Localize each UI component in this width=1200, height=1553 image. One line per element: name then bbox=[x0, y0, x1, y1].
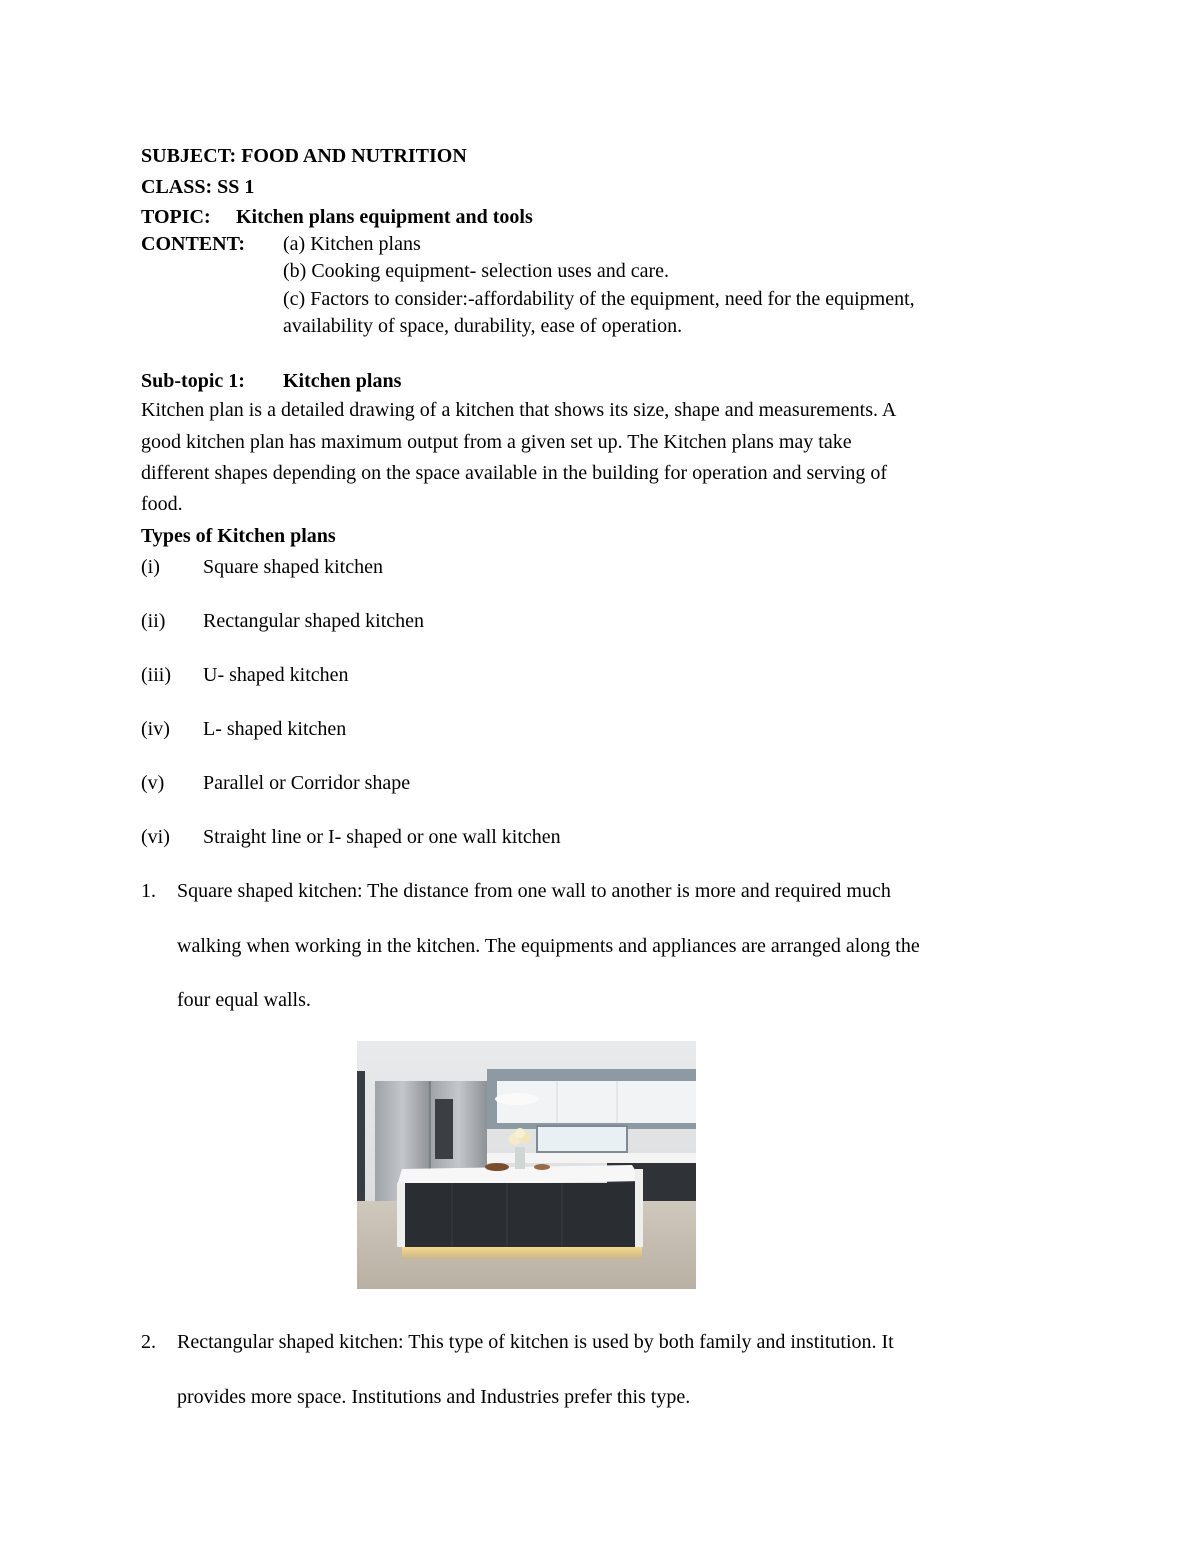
list-item-number: (iii) bbox=[141, 664, 171, 686]
list-item-number: (iv) bbox=[141, 718, 170, 740]
description-number: 1. bbox=[141, 880, 156, 902]
description-line: provides more space. Institutions and Industries prefer this type. bbox=[177, 1386, 691, 1408]
description-line: walking when working in the kitchen. The equipments and appliances are arranged along the bbox=[177, 935, 920, 957]
list-item-number: (i) bbox=[141, 556, 160, 578]
content-item-a: (a) Kitchen plans bbox=[283, 233, 421, 255]
content-item-c: (c) Factors to consider:-affordability of the equipment, need for the equipment, bbox=[283, 288, 915, 310]
types-heading: Types of Kitchen plans bbox=[141, 525, 336, 547]
list-item-number: (vi) bbox=[141, 826, 170, 848]
class-line: CLASS: SS 1 bbox=[141, 176, 255, 198]
list-item-number: (ii) bbox=[141, 610, 166, 632]
list-item: L- shaped kitchen bbox=[203, 718, 347, 740]
kitchen-island-photo bbox=[357, 1041, 696, 1289]
description-line: Square shaped kitchen: The distance from one wall to another is more and required much bbox=[177, 880, 891, 902]
content-item-b: (b) Cooking equipment- selection uses and care. bbox=[283, 260, 669, 282]
subtopic-paragraph-line: good kitchen plan has maximum output from a given set up. The Kitchen plans may take bbox=[141, 431, 852, 453]
subtopic-title: Kitchen plans bbox=[283, 370, 402, 392]
list-item: Parallel or Corridor shape bbox=[203, 772, 411, 794]
subtopic-paragraph-line: food. bbox=[141, 493, 183, 515]
topic-label: TOPIC: bbox=[141, 206, 211, 228]
list-item: Straight line or I- shaped or one wall kitchen bbox=[203, 826, 561, 848]
content-label: CONTENT: bbox=[141, 233, 246, 255]
description-line: four equal walls. bbox=[177, 989, 311, 1011]
list-item-number: (v) bbox=[141, 772, 165, 794]
content-item-c-cont: availability of space, durability, ease of operation. bbox=[283, 315, 683, 337]
list-item: U- shaped kitchen bbox=[203, 664, 349, 686]
subtopic-paragraph-line: Kitchen plan is a detailed drawing of a kitchen that shows its size, shape and measurements. A bbox=[141, 399, 897, 421]
list-item: Rectangular shaped kitchen bbox=[203, 610, 425, 632]
description-number: 2. bbox=[141, 1331, 156, 1353]
subject-line: SUBJECT: FOOD AND NUTRITION bbox=[141, 145, 467, 167]
description-line: Rectangular shaped kitchen: This type of kitchen is used by both family and institution. It bbox=[177, 1331, 894, 1353]
topic-value: Kitchen plans equipment and tools bbox=[236, 206, 533, 228]
subtopic-paragraph-line: different shapes depending on the space available in the building for operation and serving of bbox=[141, 462, 888, 484]
subtopic-label: Sub-topic 1: bbox=[141, 370, 245, 392]
list-item: Square shaped kitchen bbox=[203, 556, 383, 578]
